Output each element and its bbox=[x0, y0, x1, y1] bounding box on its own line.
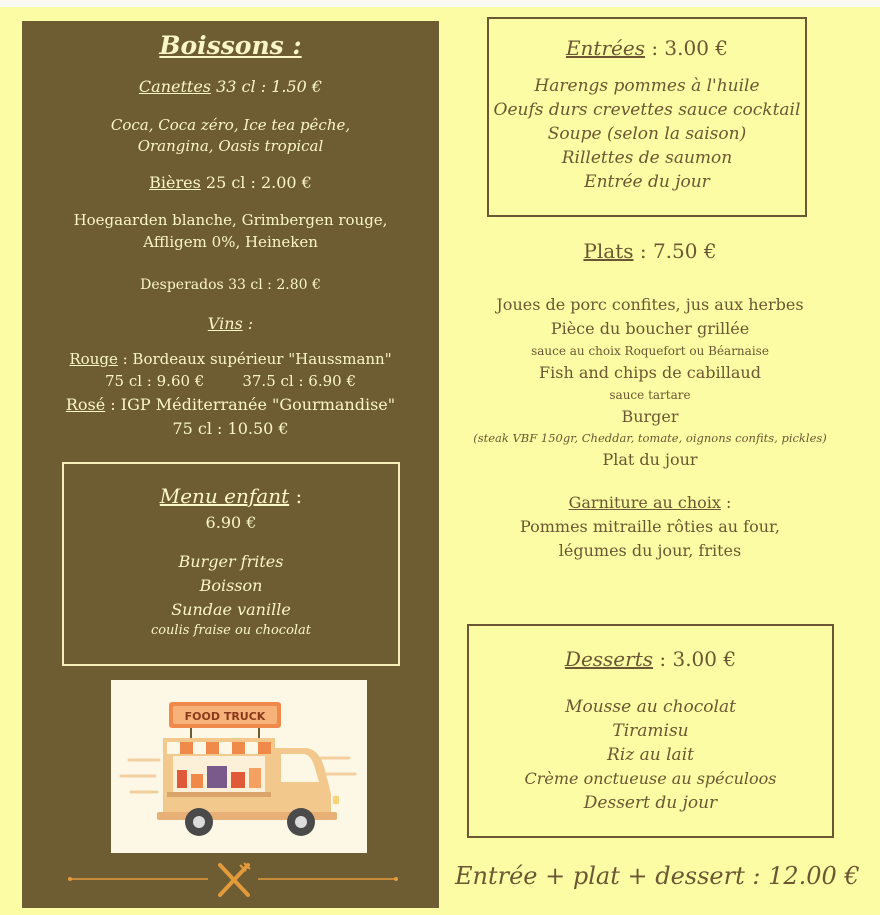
garniture-label: Garniture au choix bbox=[568, 493, 721, 512]
bieres-label: Bières bbox=[149, 173, 201, 192]
drinks-panel bbox=[22, 21, 439, 908]
entree-item: Harengs pommes à l'huile bbox=[534, 76, 760, 96]
bieres-items-1: Hoegaarden blanche, Grimbergen rouge, bbox=[73, 211, 388, 229]
dessert-item: Riz au lait bbox=[607, 745, 694, 765]
garniture-2: légumes du jour, frites bbox=[558, 541, 742, 560]
cutlery-icon bbox=[68, 861, 398, 897]
plat-item-4-note: (steak VBF 150gr, Cheddar, tomate, oignons confits, pickles) bbox=[473, 431, 827, 445]
plat-item-3-note: sauce tartare bbox=[609, 388, 691, 402]
kids-menu-item-1: Burger frites bbox=[178, 552, 284, 571]
vins-line bbox=[22, 314, 439, 333]
desserts-title: Desserts bbox=[564, 647, 654, 671]
boissons-title: Boissons : bbox=[159, 31, 302, 60]
plats-price: : 7.50 € bbox=[633, 239, 717, 263]
canettes-line bbox=[22, 77, 439, 96]
formule-price: Entrée + plat + dessert : 12.00 € bbox=[455, 862, 860, 890]
kids-menu-box bbox=[62, 462, 400, 666]
kids-menu-price: 6.90 € bbox=[205, 513, 257, 532]
plat-item-2-note: sauce au choix Roquefort ou Béarnaise bbox=[531, 344, 769, 358]
rose-line bbox=[22, 395, 439, 414]
entrees-title: Entrées bbox=[565, 36, 645, 60]
dessert-item: Dessert du jour bbox=[583, 793, 718, 813]
rouge-desc: : Bordeaux supérieur "Haussmann" bbox=[117, 350, 392, 368]
kids-menu-title-line bbox=[64, 484, 398, 508]
truck-sign-text: FOOD TRUCK bbox=[184, 710, 266, 723]
dessert-item: Mousse au chocolat bbox=[565, 697, 736, 717]
garniture-colon: : bbox=[720, 493, 732, 512]
kids-menu-item-3-note: coulis fraise ou chocolat bbox=[150, 623, 312, 638]
rose-label: Rosé bbox=[65, 395, 106, 414]
vins-label: Vins bbox=[207, 314, 243, 333]
rouge-label: Rouge bbox=[69, 350, 118, 368]
entrees-price: : 3.00 € bbox=[644, 36, 729, 60]
entree-item: Rillettes de saumon bbox=[561, 148, 733, 168]
plats-title: Plats bbox=[583, 239, 634, 263]
bieres-price: 25 cl : 2.00 € bbox=[200, 173, 312, 192]
rouge-price-75: 75 cl : 9.60 € bbox=[104, 372, 205, 390]
garniture-1: Pommes mitraille rôties au four, bbox=[519, 517, 781, 536]
rouge-prices bbox=[22, 372, 439, 390]
canettes-label: Canettes bbox=[138, 77, 212, 96]
desserts-price: : 3.00 € bbox=[653, 647, 737, 671]
rose-desc: : IGP Méditerranée "Gourmandise" bbox=[105, 395, 396, 414]
canettes-items-1: Coca, Coca zéro, Ice tea pêche, bbox=[110, 116, 351, 134]
entree-item: Soupe (selon la saison) bbox=[547, 124, 747, 144]
plat-item-5: Plat du jour bbox=[602, 450, 698, 469]
plat-item-1: Joues de porc confites, jus aux herbes bbox=[496, 295, 804, 314]
rouge-line bbox=[22, 350, 439, 368]
plat-item-2: Pièce du boucher grillée bbox=[550, 319, 750, 338]
desserts-title-line bbox=[469, 647, 832, 671]
food-truck-image bbox=[111, 680, 367, 853]
desserts-box bbox=[467, 624, 834, 838]
plat-item-4: Burger bbox=[621, 407, 679, 426]
food-truck-icon bbox=[111, 680, 367, 853]
kids-menu-item-2: Boisson bbox=[199, 576, 263, 595]
entree-item: Entrée du jour bbox=[584, 172, 710, 192]
desperados-line: Desperados 33 cl : 2.80 € bbox=[140, 277, 321, 293]
cutlery-divider bbox=[68, 861, 398, 897]
canettes-items-2: Orangina, Oasis tropical bbox=[137, 137, 324, 155]
rouge-price-375: 37.5 cl : 6.90 € bbox=[242, 372, 357, 390]
vins-colon: : bbox=[242, 314, 254, 333]
bieres-items-2: Affligem 0%, Heineken bbox=[143, 233, 318, 251]
garniture-line bbox=[460, 493, 840, 512]
canettes-price: 33 cl : 1.50 € bbox=[211, 77, 323, 96]
plats-title-line bbox=[460, 239, 840, 263]
entree-item: Oeufs durs crevettes sauce cocktail bbox=[493, 100, 801, 120]
kids-menu-item-3: Sundae vanille bbox=[171, 600, 291, 619]
kids-menu-colon: : bbox=[289, 484, 303, 508]
dessert-item: Tiramisu bbox=[612, 721, 689, 741]
plats-section bbox=[460, 0, 840, 600]
kids-menu-title: Menu enfant bbox=[159, 484, 290, 508]
dessert-item: Crème onctueuse au spéculoos bbox=[524, 769, 777, 788]
bieres-line bbox=[22, 173, 439, 192]
plat-item-3: Fish and chips de cabillaud bbox=[539, 363, 761, 382]
rose-price: 75 cl : 10.50 € bbox=[172, 419, 289, 438]
